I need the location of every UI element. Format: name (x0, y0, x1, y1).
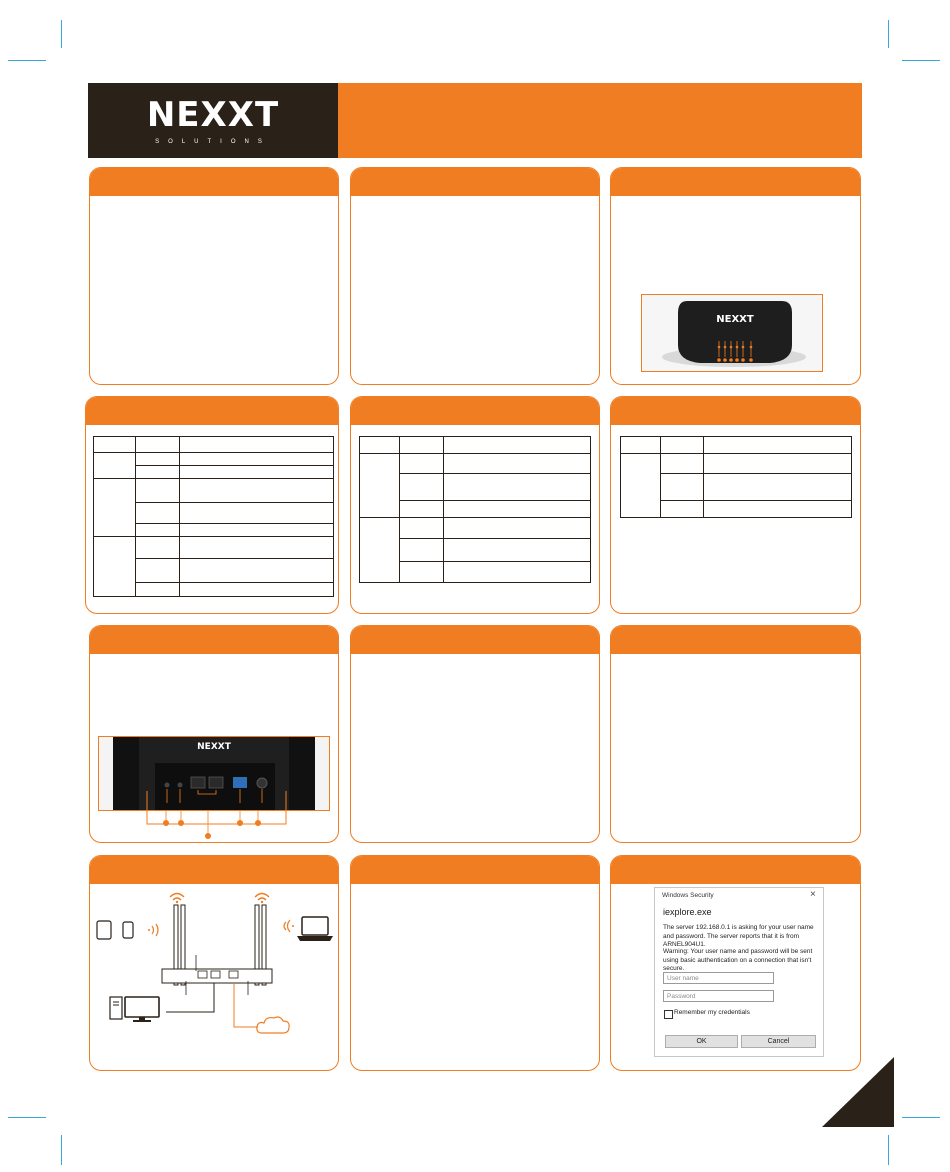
header-logo-block (88, 83, 338, 158)
remember-label: Remember my credentials (674, 1009, 750, 1016)
panel-step-3 (610, 625, 861, 843)
dialog-message: The server 192.168.0.1 is asking for your user name and password. The server reports that it is from ARNEL904U1. (663, 924, 814, 948)
username-input[interactable]: User name (663, 972, 774, 984)
panel-header (351, 168, 599, 196)
crop-mark (8, 60, 46, 61)
crop-mark (888, 1135, 889, 1165)
cancel-button[interactable]: Cancel (741, 1035, 816, 1048)
device-logo: NEXXT (716, 314, 754, 325)
panel-header (611, 626, 860, 654)
led-table-1 (93, 436, 334, 597)
phone-icon (123, 922, 133, 938)
panel-header (611, 856, 860, 884)
panel-requirements (350, 167, 600, 385)
windows-security-dialog (654, 887, 824, 1057)
signal-icon (284, 920, 290, 932)
close-icon[interactable]: × (810, 889, 816, 900)
wifi-icon (255, 894, 269, 901)
panel-package-contents (89, 167, 339, 385)
crop-mark (902, 1117, 940, 1118)
laptop-icon (297, 917, 333, 941)
panel-header (90, 168, 338, 196)
crop-mark (61, 20, 62, 48)
ok-button[interactable]: OK (665, 1035, 738, 1048)
wifi-icon (170, 894, 184, 901)
password-input[interactable]: Password (663, 990, 774, 1002)
panel-header (351, 856, 599, 884)
page-corner-triangle (822, 1057, 894, 1127)
panel-step-2 (350, 625, 600, 843)
remember-checkbox[interactable] (664, 1010, 673, 1019)
brand-tagline: SOLUTIONS (155, 139, 271, 145)
brand-logo: NEXXT (146, 95, 280, 135)
dialog-window-title: Windows Security (662, 892, 714, 899)
crop-mark (902, 60, 940, 61)
crop-mark (888, 20, 889, 48)
panel-header (90, 626, 338, 654)
device-rear-logo: NEXXT (197, 742, 231, 752)
crop-mark (61, 1135, 62, 1165)
panel-step-4 (350, 855, 600, 1071)
panel-header (611, 168, 860, 196)
panel-header (611, 397, 860, 425)
led-table-2 (359, 436, 591, 583)
dialog-app-name: iexplore.exe (663, 907, 712, 917)
rear-callouts (140, 786, 290, 842)
panel-header (351, 397, 599, 425)
cloud-icon (257, 1017, 289, 1033)
router-front-image (642, 295, 822, 371)
desktop-computer-icon (110, 997, 159, 1022)
panel-header (351, 626, 599, 654)
connection-diagram (90, 885, 338, 1045)
panel-header (90, 856, 338, 884)
dialog-warning: Warning: Your user name and password will be sent using basic authentication on a connection that isn't secure. (663, 948, 813, 972)
led-table-3 (620, 436, 852, 518)
front-device-frame (641, 294, 823, 372)
panel-header (86, 397, 338, 425)
header-title-bar (338, 83, 862, 158)
tablet-icon (97, 921, 111, 939)
crop-mark (8, 1117, 46, 1118)
signal-icon (152, 924, 158, 936)
